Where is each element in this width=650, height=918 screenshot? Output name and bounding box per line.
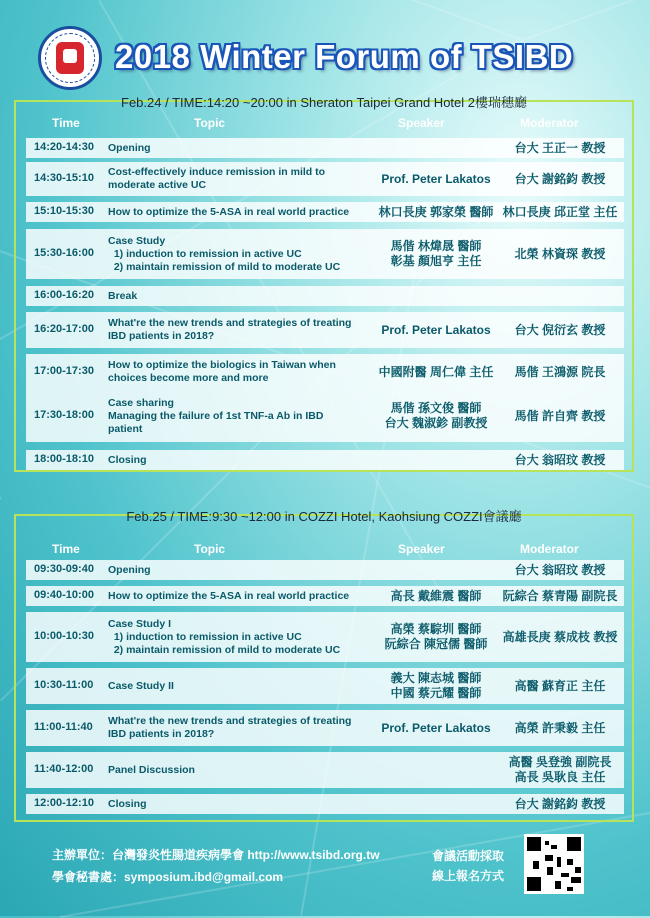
row-topic: Cost-effectively induce remission in mild to moderate active UC [108,166,326,191]
column-topic: Topic [194,542,226,556]
schedule-row [26,668,624,704]
schedule-row [26,710,624,746]
row-topic: Panel Discussion [108,763,195,776]
schedule-row [26,560,624,580]
column-speaker: Speaker [398,542,445,556]
row-time: 15:10-15:30 [34,205,94,217]
row-time: 15:30-16:00 [34,247,94,259]
schedule-row [26,390,624,442]
row-speaker: 馬偕 林煒晟 醫師 彰基 顏旭亨 主任 [390,239,482,268]
row-moderator: 北榮 林資琛 教授 [514,246,606,261]
row-topic: What're the new trends and strategies of treating IBD patients in 2018? [108,317,352,342]
row-moderator: 台大 倪衍玄 教授 [514,322,606,337]
schedule-row [26,612,624,662]
schedule-row [26,450,624,470]
session-2-panel [14,509,634,822]
schedule-row [26,752,624,788]
session-1-column-headers [16,116,632,134]
page-title: 2018 Winter Forum of TSIBD [115,38,574,75]
row-topic: Opening [108,563,151,576]
row-moderator: 高榮 許秉毅 主任 [514,720,606,735]
schedule-row [26,312,624,348]
row-moderator: 阮綜合 蔡青陽 副院長 [502,588,618,603]
session-1-panel [14,95,634,472]
column-time: Time [52,116,80,130]
row-time: 16:20-17:00 [34,323,94,335]
schedule-row [26,202,624,222]
schedule-row [26,286,624,306]
registration-note: 會議活動採取 線上報名方式 [432,849,505,883]
row-moderator: 台大 翁昭玟 教授 [514,562,606,577]
row-topic: Opening [108,141,151,154]
row-time: 17:30-18:00 [34,409,94,421]
schedule-row [26,794,624,814]
schedule-row [26,354,624,390]
session-2-header: Feb.25 / TIME:9:30 ~12:00 in COZZI Hotel, Kaohsiung COZZI會議廳 [126,509,522,524]
row-moderator: 馬偕 王鴻源 院長 [514,364,606,379]
row-speaker: 林口長庚 郭家榮 醫師 [378,204,494,219]
row-speaker: Prof. Peter Lakatos [381,720,491,735]
column-topic: Topic [194,116,226,130]
row-moderator: 高雄長庚 蔡成枝 教授 [502,629,618,644]
row-speaker: Prof. Peter Lakatos [381,322,491,337]
row-speaker: 義大 陳志城 醫師 中國 蔡元耀 醫師 [390,671,482,700]
row-topic: Closing [108,797,147,810]
schedule-row [26,229,624,279]
row-time: 09:30-09:40 [34,563,94,575]
row-time: 11:40-12:00 [34,763,94,775]
schedule-row [26,138,624,158]
row-time: 10:00-10:30 [34,630,94,642]
row-topic: Case Study 1) induction to remission in active UC 2) maintain remission of mild to moderate UC [108,234,341,273]
row-topic: Case sharing Managing the failure of 1st TNF-a Ab in IBD patient [108,396,324,435]
row-moderator: 林口長庚 邱正堂 主任 [502,204,618,219]
row-moderator: 台大 翁昭玟 教授 [514,452,606,467]
session-2-column-headers [16,542,632,560]
row-topic: How to optimize the 5-ASA in real world practice [108,589,350,602]
row-moderator: 高醫 蘇育正 主任 [514,678,606,693]
row-time: 16:00-16:20 [34,289,94,301]
row-topic: Case Study II [108,679,174,692]
row-moderator: 台大 王正一 教授 [514,140,606,155]
registration-qr-code[interactable] [524,834,584,894]
row-moderator: 台大 謝銘鈞 教授 [514,796,606,811]
row-moderator: 台大 謝銘鈞 教授 [514,171,606,186]
session-1-header: Feb.24 / TIME:14:20 ~20:00 in Sheraton Taipei Grand Hotel 2樓瑞穗廳 [121,95,527,110]
column-moderator: Moderator [520,116,579,130]
row-time: 11:00-11:40 [34,721,93,733]
header [0,22,650,92]
row-speaker: 馬偕 孫文俊 醫師 台大 魏淑鉁 副教授 [384,401,488,430]
row-time: 09:40-10:00 [34,589,94,601]
row-time: 14:20-14:30 [34,141,94,153]
footer [0,836,650,896]
schedule-row [26,586,624,606]
row-moderator: 馬偕 許自齊 教授 [514,408,606,423]
row-topic: What're the new trends and strategies of treating IBD patients in 2018? [108,715,352,740]
column-speaker: Speaker [398,116,445,130]
row-topic: Case Study I 1) induction to remission in active UC 2) maintain remission of mild to moderate UC [108,617,341,656]
row-topic: How to optimize the 5-ASA in real world practice [108,205,350,218]
row-topic: Closing [108,453,147,466]
row-time: 10:30-11:00 [34,679,94,691]
row-time: 17:00-17:30 [34,365,94,377]
row-time: 14:30-15:10 [34,172,94,184]
row-time: 12:00-12:10 [34,797,94,809]
row-speaker: Prof. Peter Lakatos [381,171,491,186]
row-speaker: 高榮 蔡騌圳 醫師 阮綜合 陳冠儒 醫師 [384,622,488,651]
row-moderator: 高醫 吳登強 副院長 高長 吳耿良 主任 [508,755,612,784]
schedule-row [26,162,624,196]
organizer-text: 主辦單位：台灣發炎性腸道疾病學會 http://www.tsibd.org.tw [52,848,380,862]
column-moderator: Moderator [520,542,579,556]
column-time: Time [52,542,80,556]
row-speaker: 中國附醫 周仁偉 主任 [378,364,494,379]
row-topic: How to optimize the biologics in Taiwan when choices become more and more [108,359,336,384]
row-time: 18:00-18:10 [34,453,94,465]
tsibd-logo [38,26,102,90]
row-topic: Break [108,289,138,302]
secretary-email[interactable]: 學會秘書處：symposium.ibd@gmail.com [52,870,284,884]
row-speaker: 高長 戴維震 醫師 [390,588,482,603]
